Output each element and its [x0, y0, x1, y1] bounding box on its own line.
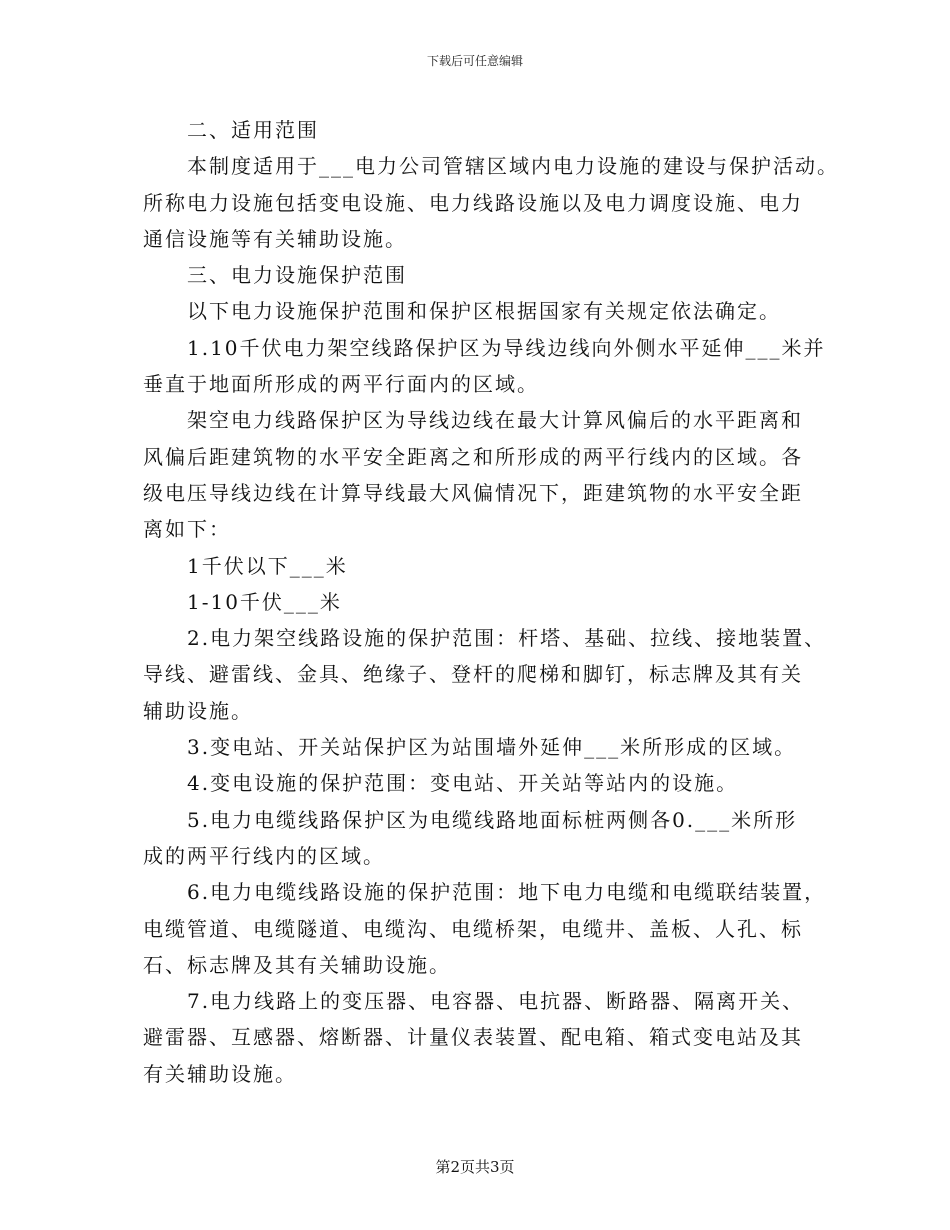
- distance-item: 1千伏以下___米: [187, 553, 348, 578]
- list-item-1: 1.10千伏电力架空线路保护区为导线边线向外侧水平延伸___米并: [187, 335, 826, 360]
- paragraph-line: 离如下：: [143, 517, 231, 542]
- paragraph-line: 所称电力设施包括变电设施、电力线路设施以及电力调度设施、电力: [143, 190, 803, 215]
- list-item-6: 6.电力电缆线路设施的保护范围：地下电力电缆和电缆联结装置，: [187, 880, 827, 905]
- list-item-5: 5.电力电缆线路保护区为电缆线路地面标桩两侧各0.___米所形: [187, 807, 798, 832]
- paragraph-line: 通信设施等有关辅助设施。: [143, 226, 407, 251]
- paragraph-line: 风偏后距建筑物的水平安全距离之和所形成的两平行线内的区域。各: [143, 444, 803, 469]
- paragraph-line: 有关辅助设施。: [143, 1061, 297, 1086]
- paragraph-line: 以下电力设施保护范围和保护区根据国家有关规定依法确定。: [187, 299, 781, 324]
- list-item-4: 4.变电设施的保护范围：变电站、开关站等站内的设施。: [187, 771, 739, 796]
- distance-item: 1-10千伏___米: [187, 589, 342, 614]
- list-item-2: 2.电力架空线路设施的保护范围：杆塔、基础、拉线、接地装置、: [187, 626, 827, 651]
- section-heading-protection-range: 三、电力设施保护范围: [187, 263, 407, 288]
- paragraph-line: 电缆管道、电缆隧道、电缆沟、电缆桥架，电缆井、盖板、人孔、标: [143, 916, 803, 941]
- page-header: 下载后可任意编辑: [426, 54, 523, 68]
- paragraph-line: 本制度适用于___电力公司管辖区域内电力设施的建设与保护活动。: [187, 154, 839, 179]
- paragraph-line: 级电压导线边线在计算导线最大风偏情况下，距建筑物的水平安全距: [143, 480, 803, 505]
- paragraph-line: 辅助设施。: [143, 698, 253, 723]
- paragraph-line: 成的两平行线内的区域。: [143, 843, 385, 868]
- section-heading-scope: 二、适用范围: [187, 118, 319, 142]
- document-body: [143, 112, 839, 1092]
- paragraph-line: 石、标志牌及其有关辅助设施。: [143, 952, 451, 977]
- paragraph-line: 避雷器、互感器、熔断器、计量仪表装置、配电箱、箱式变电站及其: [143, 1025, 803, 1050]
- page-footer: 第2页共3页: [435, 1158, 515, 1176]
- paragraph-line: 垂直于地面所形成的两平行面内的区域。: [143, 372, 539, 397]
- list-item-7: 7.电力线路上的变压器、电容器、电抗器、断路器、隔离开关、: [187, 989, 805, 1014]
- list-item-3: 3.变电站、开关站保护区为站围墙外延伸___米所形成的区域。: [187, 735, 797, 760]
- paragraph-line: 导线、避雷线、金具、绝缘子、登杆的爬梯和脚钉，标志牌及其有关: [143, 662, 803, 687]
- paragraph-line: 架空电力线路保护区为导线边线在最大计算风偏后的水平距离和: [187, 408, 803, 433]
